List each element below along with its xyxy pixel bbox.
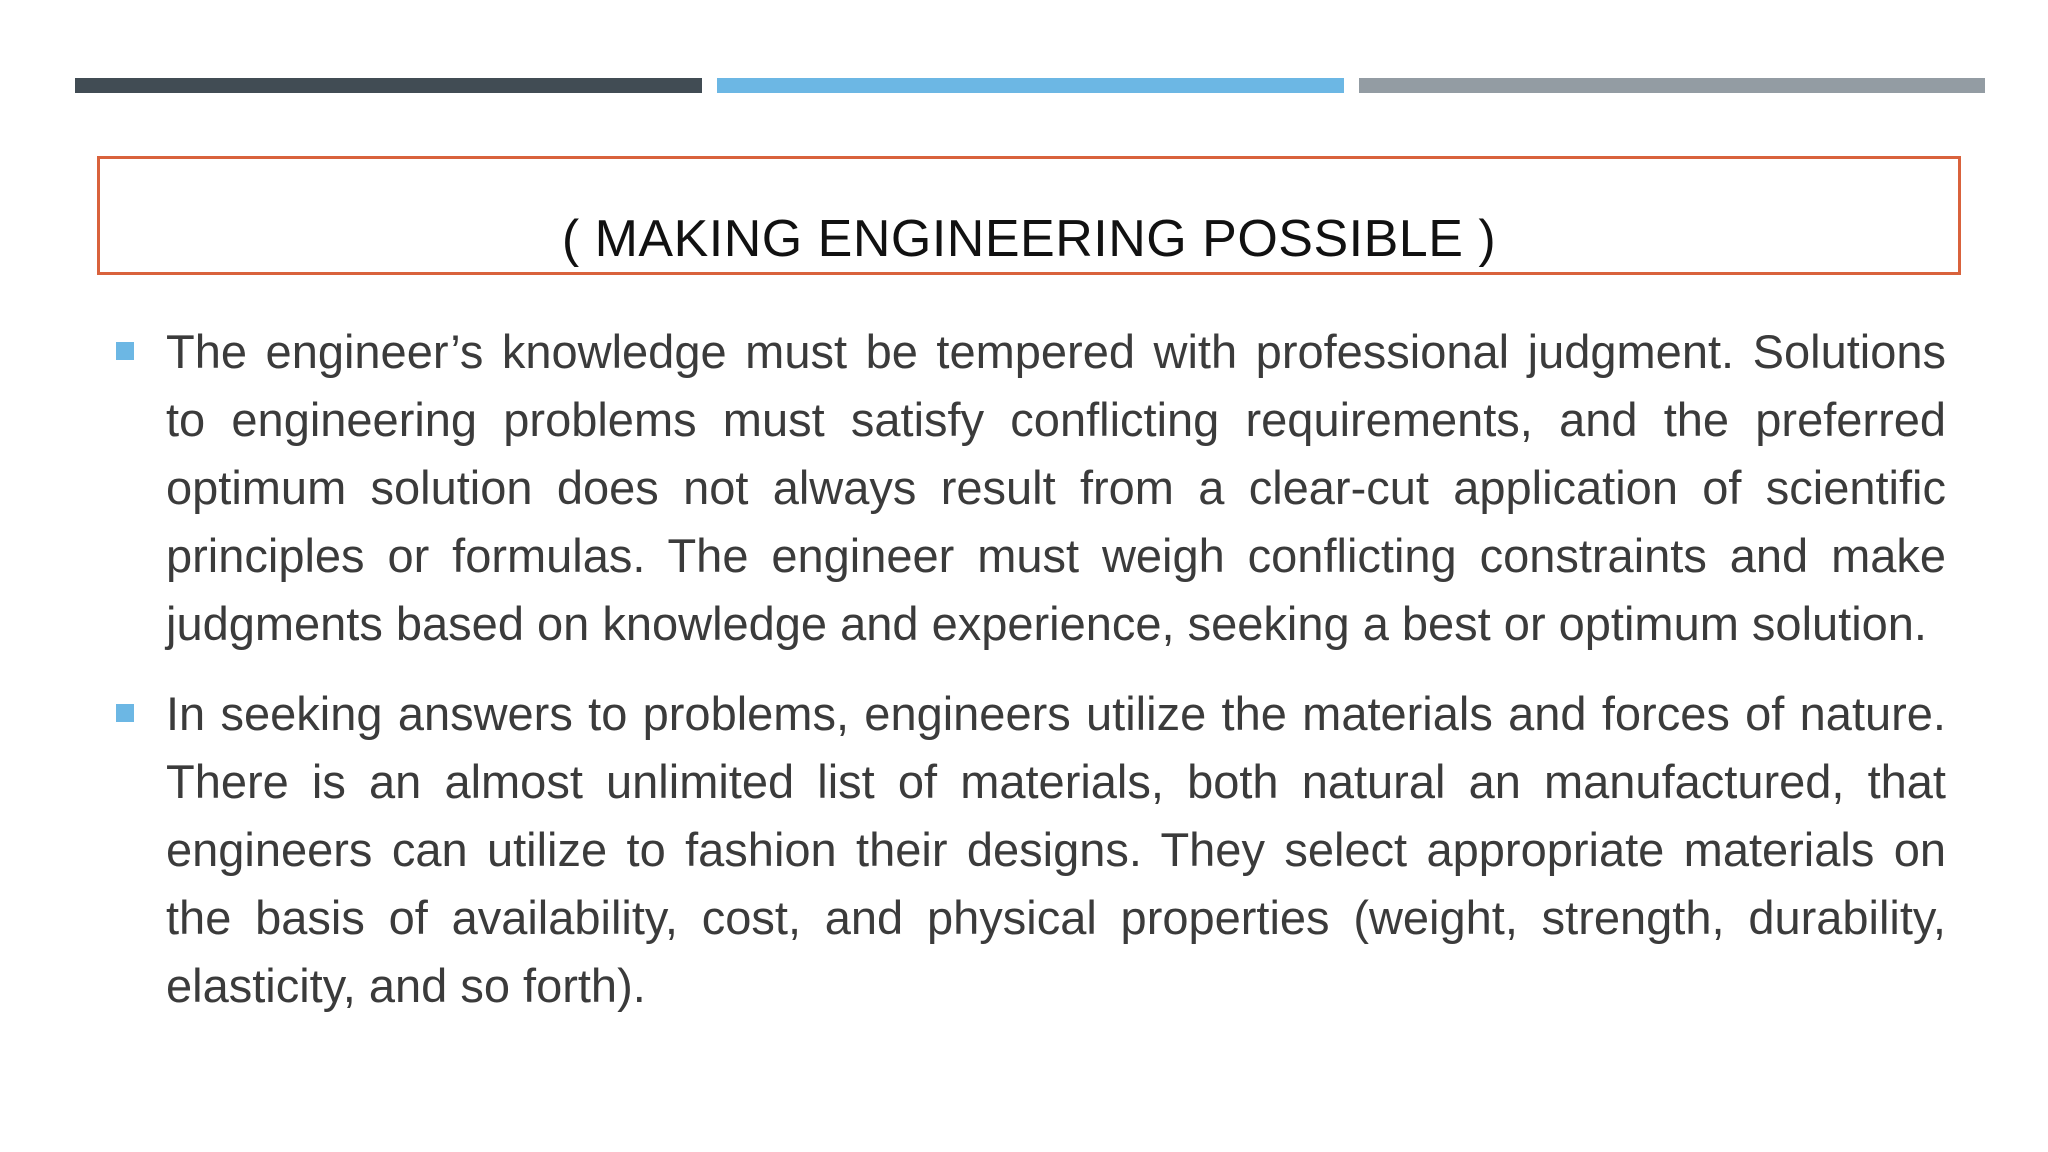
header-bar-gray (1359, 78, 1985, 93)
header-bar-dark (75, 78, 702, 93)
bullet-text: The engineer’s knowledge must be tempered with professional judgment. Solutions to engineering problems must satisfy conflicting requirements, and the preferred optimum solution does not always result from a clear-cut application of scientific principles or formulas. The engineer must weigh conflicting constraints and make judgments based on knowledge and experience, seeking a best or optimum solution. (166, 325, 1946, 650)
title-box (97, 156, 1961, 275)
bullet-item (116, 680, 1946, 1020)
bullet-item (116, 318, 1946, 658)
square-bullet-icon (116, 704, 134, 722)
slide-title: ( MAKING ENGINEERING POSSIBLE ) (561, 210, 1497, 268)
bullet-text: In seeking answers to problems, engineers utilize the materials and forces of nature. There is an almost unlimited list of materials, both natural an manufactured, that engineers can utilize to fashion their designs. They select appropriate materials on the basis of availability, cost, and physical properties (weight, strength, durability, elasticity, and so forth). (166, 687, 1946, 1012)
bullet-list (116, 318, 1946, 1042)
square-bullet-icon (116, 342, 134, 360)
header-bar-blue (717, 78, 1344, 93)
